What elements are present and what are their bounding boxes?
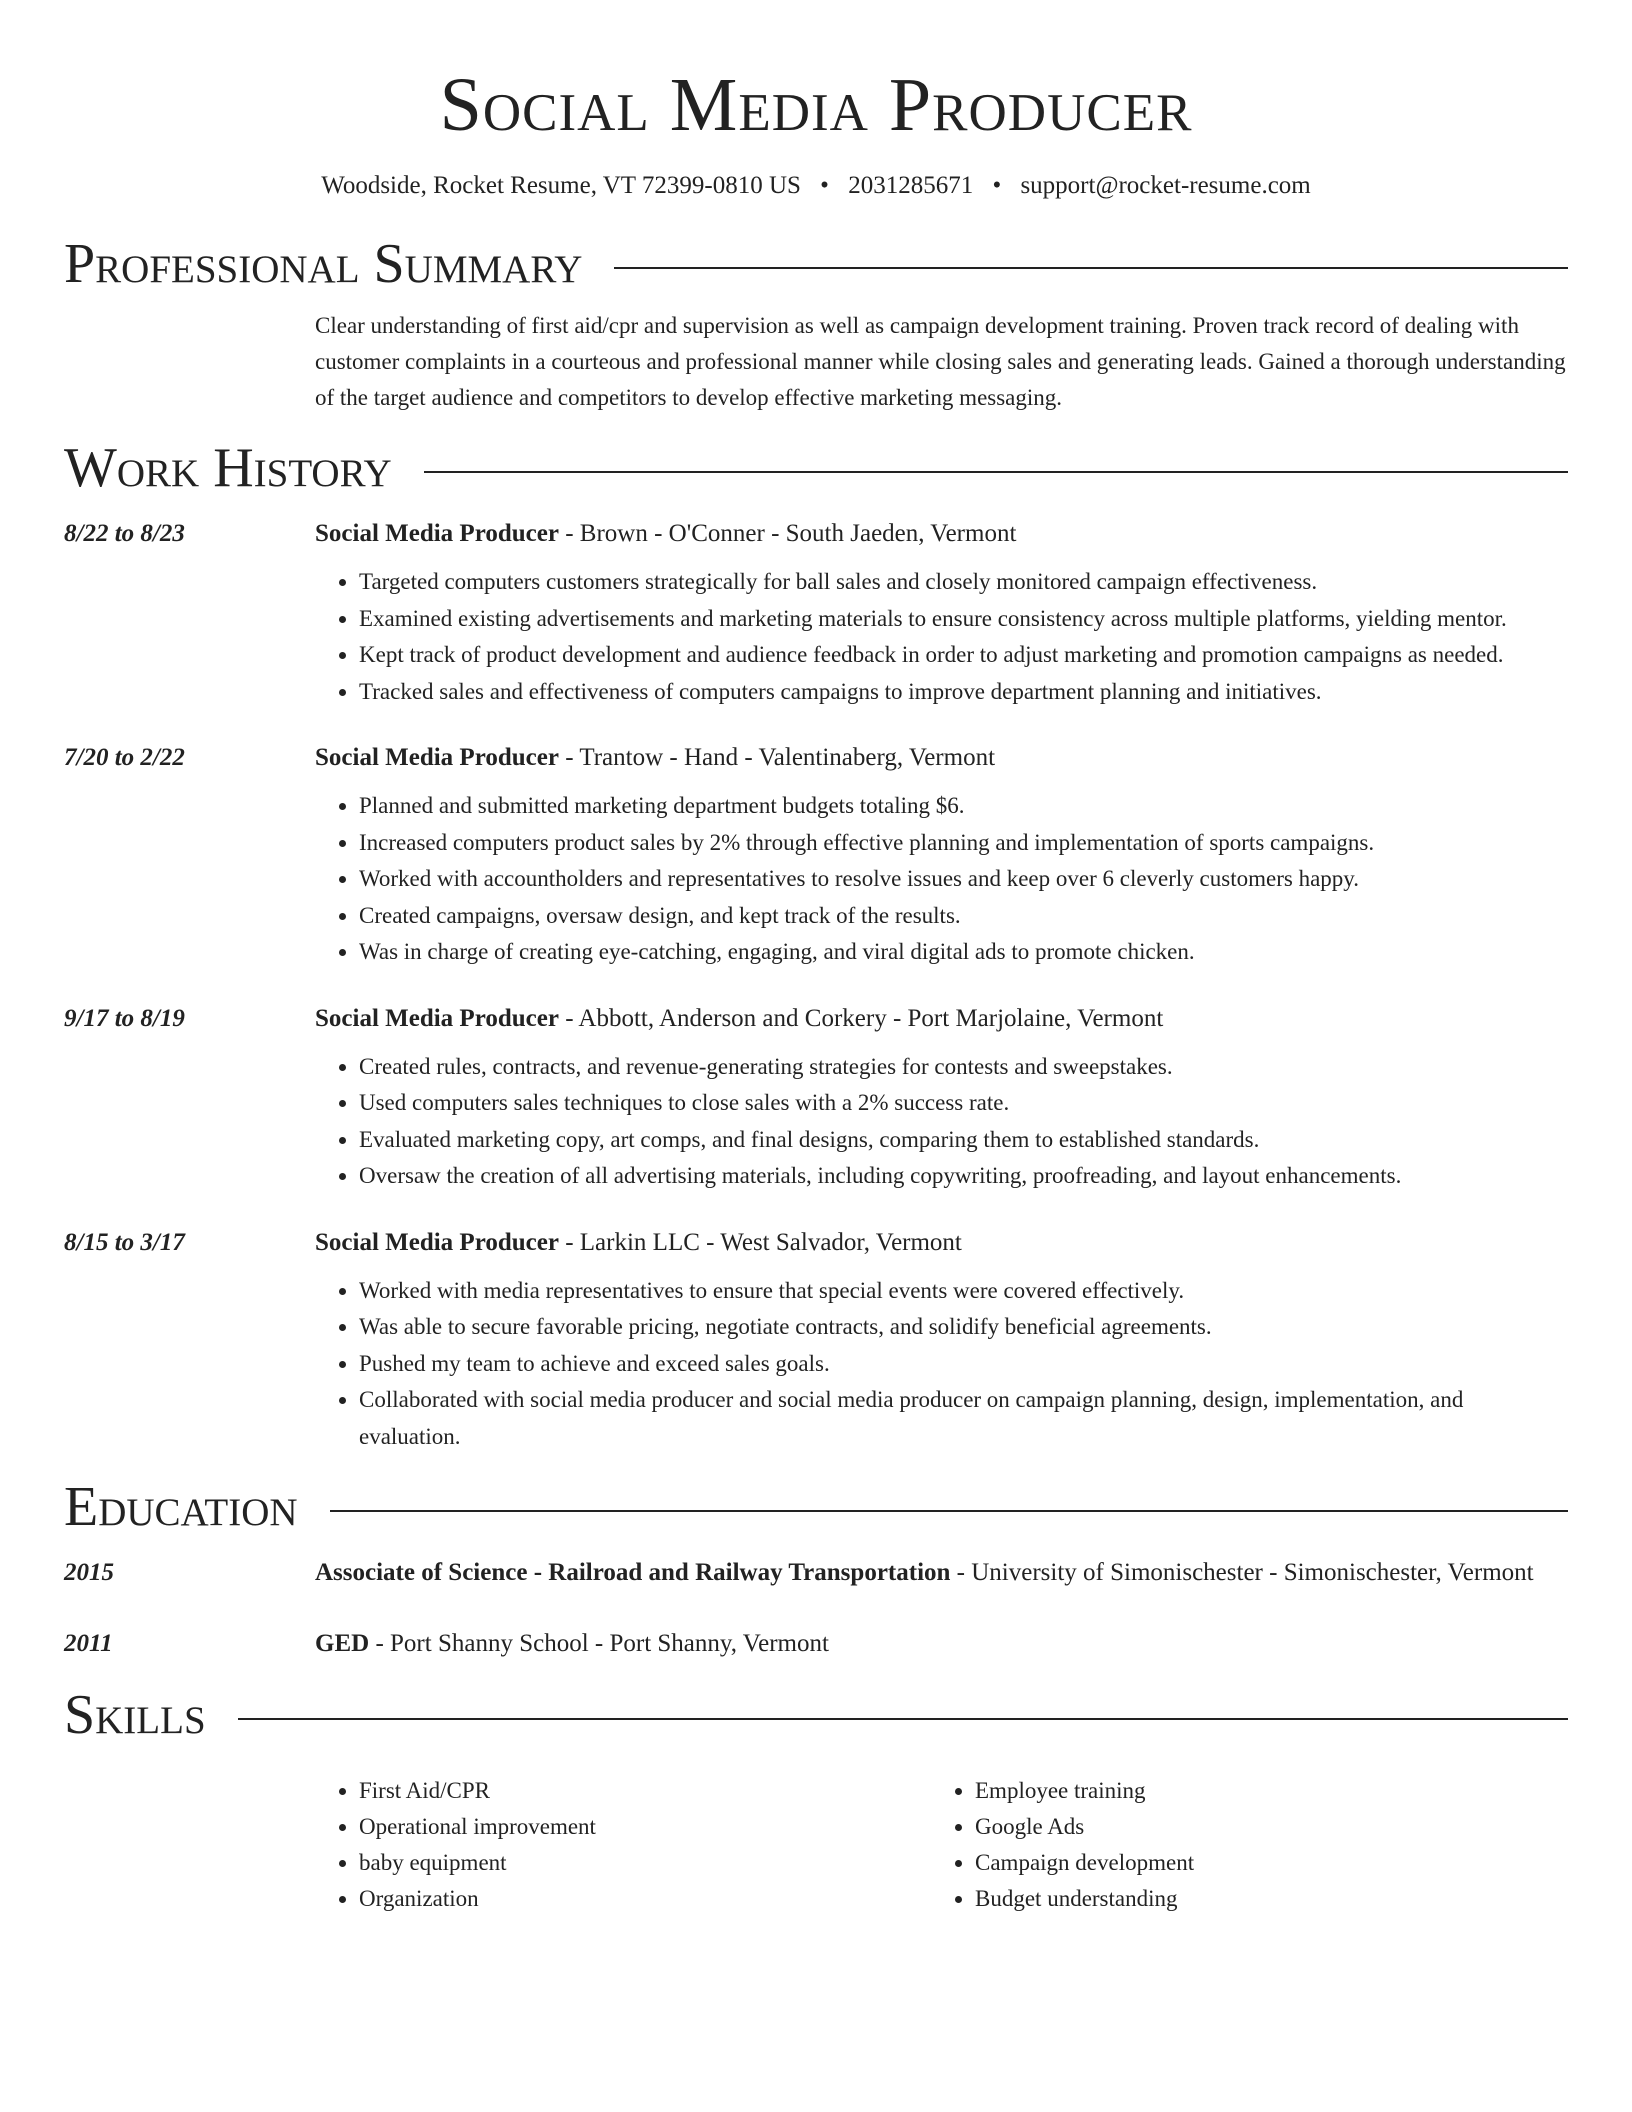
skill-item: • Employee training xyxy=(975,1773,1547,1809)
skill-item: • baby equipment xyxy=(359,1845,931,1881)
candidate-name: Social Media Producer xyxy=(439,63,1193,147)
education-year: 2015 xyxy=(64,1559,114,1586)
skill-item: • Operational improvement xyxy=(359,1809,931,1845)
education-heading: Education xyxy=(64,1476,298,1538)
job-entry xyxy=(64,1001,1568,1195)
job-entry xyxy=(64,1225,1568,1456)
skills-heading: Skills xyxy=(64,1684,206,1746)
job-bullet: • Planned and submitted marketing department budgets totaling $6. xyxy=(359,788,1568,825)
job-bullet: • Created campaigns, oversaw design, and kept track of the results. xyxy=(359,898,1568,935)
job-dates: 7/20 to 2/22 xyxy=(64,744,185,771)
job-bullet: • Tracked sales and effectiveness of computers campaigns to improve department planning and initiatives. xyxy=(359,674,1568,711)
job-dates: 9/17 to 8/19 xyxy=(64,1004,185,1032)
skills-section-header xyxy=(64,1683,1568,1747)
job-employer: - Trantow - Hand - Valentinaberg, Vermont xyxy=(558,744,996,771)
job-employer: - Abbott, Anderson and Corkery - Port Marjolaine, Vermont xyxy=(558,1004,1164,1032)
job-bullet: • Increased computers product sales by 2% through effective planning and implementation of sports campaigns. xyxy=(359,825,1568,862)
section-divider xyxy=(614,267,1568,269)
skills-list-right xyxy=(931,1773,1547,1917)
education-entry xyxy=(64,1553,1568,1592)
job-entry xyxy=(64,740,1568,971)
section-divider xyxy=(330,1510,1568,1512)
job-title-line xyxy=(315,740,1568,776)
skill-item: • Budget understanding xyxy=(975,1881,1547,1917)
skills-list-left xyxy=(315,1773,931,1917)
work-section-header xyxy=(64,436,1568,500)
job-dates: 8/15 to 3/17 xyxy=(64,1228,185,1256)
skill-item: • Google Ads xyxy=(975,1809,1547,1845)
contact-separator: • xyxy=(820,172,829,199)
skill-item: • First Aid/CPR xyxy=(359,1773,931,1809)
education-degree: Associate of Science - Railroad and Railway Transportation xyxy=(315,1559,951,1586)
job-body xyxy=(315,1001,1568,1195)
summary-section-header xyxy=(64,232,1568,296)
job-body xyxy=(315,1225,1568,1456)
education-section-header xyxy=(64,1475,1568,1539)
contact-email: support@rocket-resume.com xyxy=(1020,172,1311,199)
job-title-line xyxy=(315,1001,1568,1037)
job-bullets xyxy=(315,1049,1568,1195)
contact-separator: • xyxy=(992,172,1002,199)
summary-heading: Professional Summary xyxy=(64,233,583,295)
job-bullet: • Oversaw the creation of all advertising materials, including copywriting, proofreading, and layout enhancements. xyxy=(359,1158,1568,1195)
job-bullet: • Created rules, contracts, and revenue-generating strategies for contests and sweepstakes. xyxy=(359,1049,1568,1086)
job-bullet: • Was able to secure favorable pricing, negotiate contracts, and solidify beneficial agreements. xyxy=(359,1309,1568,1346)
job-employer: - Brown - O'Conner - South Jaeden, Vermont xyxy=(558,520,1017,547)
contact-line xyxy=(64,170,1568,202)
job-body xyxy=(315,516,1568,710)
job-title: Social Media Producer xyxy=(315,1004,559,1032)
education-school: - Port Shanny School - Port Shanny, Vermont xyxy=(369,1630,829,1657)
summary-text: Clear understanding of first aid/cpr and supervision as well as campaign development training. Proven track record of dealing with customer complaints in a courteous and professional manner while closing sales and generating leads. Gained a thorough understanding of the target audience and competitors to develop effective marketing messaging. xyxy=(315,313,1566,410)
education-school: - University of Simonischester - Simonischester, Vermont xyxy=(950,1559,1534,1586)
job-bullet: • Used computers sales techniques to close sales with a 2% success rate. xyxy=(359,1085,1568,1122)
job-bullet: • Worked with media representatives to ensure that special events were covered effectively. xyxy=(359,1273,1568,1310)
job-body xyxy=(315,740,1568,971)
education-entry xyxy=(64,1624,1568,1663)
section-divider xyxy=(238,1718,1568,1720)
job-bullet: • Examined existing advertisements and marketing materials to ensure consistency across multiple platforms, yielding mentor. xyxy=(359,601,1568,638)
section-divider xyxy=(424,471,1568,473)
education-body xyxy=(315,1553,1568,1592)
education-year: 2011 xyxy=(64,1630,113,1657)
job-bullet: • Pushed my team to achieve and exceed sales goals. xyxy=(359,1346,1568,1383)
job-entry xyxy=(64,516,1568,710)
job-title-line xyxy=(315,1225,1568,1261)
resume-page xyxy=(64,0,1568,1917)
job-bullets xyxy=(315,1273,1568,1456)
skills-columns xyxy=(315,1773,1568,1917)
job-bullet: • Kept track of product development and audience feedback in order to adjust marketing and promotion campaigns as needed. xyxy=(359,637,1568,674)
job-title-line xyxy=(315,516,1568,552)
job-bullet: • Targeted computers customers strategically for ball sales and closely monitored campaign effectiveness. xyxy=(359,564,1568,601)
job-title: Social Media Producer xyxy=(315,1228,559,1256)
job-bullet: • Collaborated with social media producer and social media producer on campaign planning, design, implementation, and evaluation. xyxy=(359,1382,1568,1455)
job-bullets xyxy=(315,564,1568,710)
skill-item: • Campaign development xyxy=(975,1845,1547,1881)
education-degree: GED xyxy=(315,1630,370,1657)
job-bullet: • Was in charge of creating eye-catching, engaging, and viral digital ads to promote chicken. xyxy=(359,934,1568,971)
job-title: Social Media Producer xyxy=(315,744,559,771)
job-bullet: • Worked with accountholders and representatives to resolve issues and keep over 6 cleverly customers happy. xyxy=(359,861,1568,898)
job-bullets xyxy=(315,788,1568,971)
job-dates: 8/22 to 8/23 xyxy=(64,520,185,547)
work-heading: Work History xyxy=(64,437,392,499)
skill-item: • Organization xyxy=(359,1881,931,1917)
job-employer: - Larkin LLC - West Salvador, Vermont xyxy=(558,1228,962,1256)
contact-phone: 2031285671 xyxy=(848,172,974,199)
contact-address: Woodside, Rocket Resume, VT 72399-0810 US xyxy=(321,172,801,199)
job-title: Social Media Producer xyxy=(315,520,559,547)
job-bullet: • Evaluated marketing copy, art comps, and final designs, comparing them to established standards. xyxy=(359,1122,1568,1159)
education-body xyxy=(315,1624,1568,1663)
